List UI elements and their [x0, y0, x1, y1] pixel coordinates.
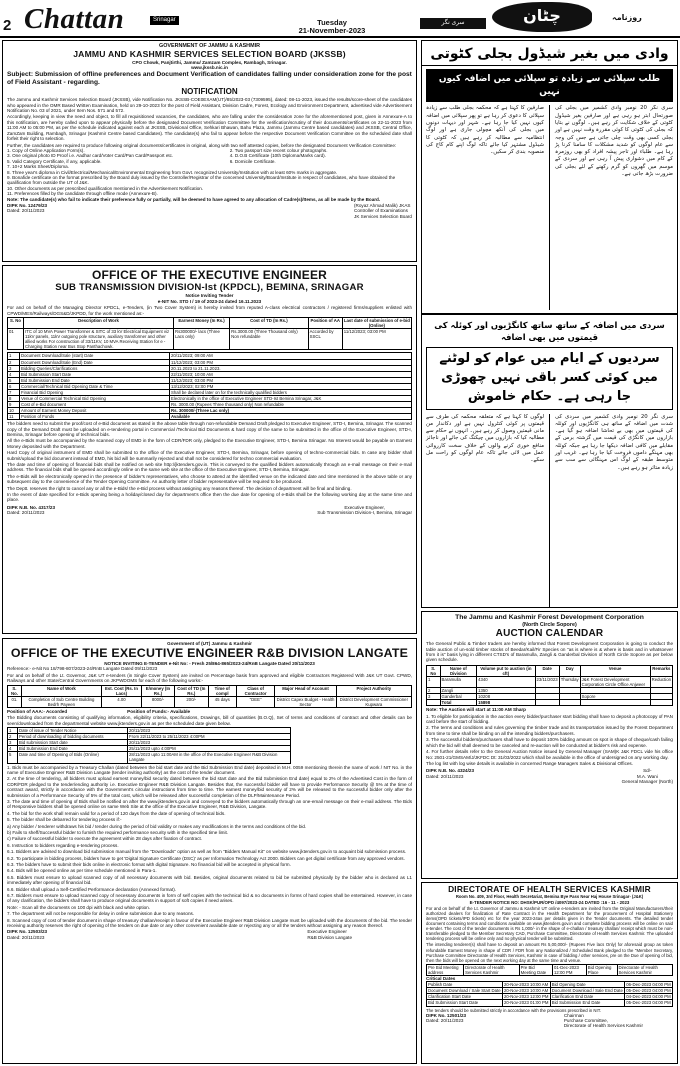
table-header-row: [8, 318, 412, 329]
table-cell: District Development Commissioner Kupwara: [336, 696, 411, 707]
dhsk-dipk-block: [426, 1013, 466, 1029]
kpdcl-term: The date and time of opening of financial bids shall be notified on web site http://jktenders.gov.in. This is conveyed to the qualified bidders automatically through an e-mail message on their e-mail address. The financial bids shall be opened accordingly online on the same web site at the office of the Executive Engineer, STD-I, Bemina, Srinagar.: [7, 462, 412, 473]
rb-clause: a) Any bidder / tenderer withdraws his bid / tender during the period of bid validity or makes any modifications in the terms and conditions of the bid.: [7, 823, 307, 829]
table-cell: 8000/-: [142, 696, 175, 707]
table-cell: 1: [8, 728, 18, 734]
rb-clause: 6. Instruction to bidders regarding e-tendering process.: [7, 842, 119, 848]
table-cell: Directorate of Health Services Kashmir: [464, 964, 519, 975]
rb-langate-notice: [2, 638, 417, 1064]
rb-dated: Dated: 20/11/2023: [7, 934, 45, 940]
table-header-cell: Cost of TD (In Rs.): [230, 318, 309, 329]
table-cell: 6: [8, 383, 20, 389]
rb-clause: 4. The bid for the work shall remain valid for a period of 120 days from the date of opening of technical bids.: [7, 810, 226, 816]
rb-intro: For and on behalf of the Lt. Governor, J&K UT e-tenders (in Single Cover System) are invited on Percentage basis from approved and eligible Contractors Registered With J&K UT Govt. CPWD, Railways and other State/Central Governments on JKPWDOMS for each of the following works:-: [7, 672, 412, 684]
table-cell: 3: [8, 740, 18, 746]
table-cell: Accorded by SSCL: [308, 329, 342, 350]
kpdcl-notice-label: Notice Inviting Tender: [185, 293, 234, 299]
table-cell: Date and time of Opening of Bids (Online): [18, 752, 128, 763]
kpdcl-dipk-block: [7, 505, 55, 516]
jkssb-signature: [354, 203, 412, 219]
table-row: [427, 964, 673, 975]
jkfdc-intro: The General Public & Timber traders are hereby informed that Forest Development Corporation is going to conduct the table auction of un-sold timber stocks of Beedar/Kail/Fir Species on "as is where is & where is basis and in whatsoever from it is" basis lying in different CTSD's of Baramulla, Zangli & Ganderbal Division of North Circle Sopore as per below given schedule.: [426, 641, 673, 663]
jkssb-govt: GOVERNMENT OF JAMMU & KASHMIR: [159, 43, 260, 49]
table-cell: 4: [8, 746, 18, 752]
table-cell: 05-Dec-2023 04:00 PM: [626, 1000, 671, 1006]
table-cell: Bid Submission End Date: [550, 1000, 625, 1006]
rb-dipk-block: [7, 929, 47, 940]
dhsk-dated: Dated: 20/11/2023: [426, 1017, 464, 1023]
rb-schedule-table: [7, 727, 291, 763]
rb-clause: 6.6. Bidder shall upload a Self-Certified Performance declaration (Annexed format).: [7, 886, 177, 892]
table-cell: 20-Nov-2023 01:00 PM: [504, 1000, 549, 1006]
table-cell: Completion of Sub Centre Building Bedrh Payeen: [21, 696, 101, 707]
rb-clause: 6.2. To participate in bidding process, bidders have to get 'Digital Signature Certificate (DSC)' as per Information Technology Act 2000. Bidders can get digital certificate from any approved vendors.: [7, 855, 405, 861]
table-cell: Total: [440, 700, 477, 706]
table-cell: 3: [8, 365, 20, 371]
table-cell: 5: [8, 752, 18, 763]
newspaper-logo: Chattan: [24, 3, 125, 35]
table-cell: Venue of Commercial Technical Bid Opening: [20, 395, 170, 401]
table-row: [427, 1000, 673, 1006]
table-header-cell: Description of Work: [24, 318, 174, 329]
table-header-cell: Est. Cost (Rs. In Lacs): [101, 685, 141, 696]
rb-title: OFFICE OF THE EXECUTIVE ENGINEER R&B DIVISION LANGATE: [10, 646, 409, 661]
rb-clause: b) Fails to sheff/Successful bidder to furnish the required performance security with in the specified time limit.: [7, 829, 229, 835]
table-cell: Amount of Earnest Money Deposit: [20, 408, 170, 414]
table-cell: Shall be declared later on for the technically qualified bidders: [170, 389, 412, 395]
table-cell: Bid Submission Start Date: [427, 1000, 503, 1006]
table-cell: 2: [427, 688, 441, 694]
table-cell: 20/11/2023: [128, 740, 291, 746]
kpdcl-term: Hard Copy of original instrument of EMD shall be submitted to the office of the Executive Engineer, STD-I, Bemina, Srinagar, before opening of techno-commercial bids. In case any bidder shall submit/upload the bid document instead of EMD, his bid will be summarily rejected and shall not be considered for techno commercial evaluation.: [7, 450, 412, 461]
urdu-story-1-col: صارفین کا کہنا ہے کہ محکمہ بجلی طلب سے زیادہ سپلائی کا دعوی کر رہا ہے تو پھر سپلائی میں اضافہ کیوں نہیں کیا جا رہا ہے۔ شہر اور دیہات دونوں میں بجلی کی آنکھ مچولی جاری ہے اور لوگ انتظامیہ سے مطالبہ کر رہے ہیں کہ کٹوتی کا شیڈول مشتہر کیا جائے تاکہ لوگ اپنے کام کاج کی منصوبہ بندی کر سکیں۔: [426, 105, 544, 156]
table-cell: Ganderbal: [440, 694, 477, 700]
table-cell: Baramulla: [440, 676, 477, 687]
urdu-story-1-col: سری نگر 20 نومبر وادی کشمیر میں بجلی کی صورتحال ابتر ہو رہی ہے اور صارفین بغیر شیڈول کٹوتی کے خلاف شکایت کر رہے ہیں۔ لوگوں نے بتایا کہ بجلی کی کٹوتی کا کوئی مقررہ وقت نہیں ہے اور بجلی کسی بھی وقت چلی جاتی ہے جس کی وجہ سے عام لوگوں کو شدید مشکلات کا سامنا کرنا پڑ رہا ہے۔ طلباء اور تاجر پیشہ افراد کو بھی روزمرہ کے کام میں دشواری پیش آ رہی ہے اور سردی کے موسم میں گھروں کو گرم رکھنے کے لئے بجلی کی ضرورت بڑھ جاتی ہے۔: [555, 105, 673, 178]
doc-item: 6. Domicile Certificate.: [229, 158, 276, 164]
kpdcl-footer: [7, 505, 412, 516]
urdu-story-1: [422, 105, 677, 310]
urdu-story-2: [422, 412, 677, 608]
dhsk-critical-head: Critical Dates: [426, 975, 456, 981]
rb-clause: 6.5. Bidders must ensure to upload scanned copy of all necessary documents with bid. Besides, original documents related to bid be submitted physically by the bidder who is declared as L1 immediately after opening of financial bid.: [7, 874, 412, 886]
urdu-banner: سری نگر: [420, 18, 486, 29]
table-cell: 45 days: [208, 696, 236, 707]
table-cell: Commercial/Technical Bid Opening Date & Time: [20, 383, 170, 389]
table-cell: 11/12/2023; 03:00 PM: [170, 377, 412, 383]
page-number: 2: [3, 17, 12, 34]
jkfdc-term: 4. For further details refer to the General Auction Notice issued by General Manager (SAM)K J&K FDCL vide his office No: 2501-21/GMSAM/J/JKFDC Dt: 31/03/2022 which shall be available in the office of undersigned on any working day.: [426, 749, 673, 760]
rb-clause: Note: - Scan all the documents on 100 dpi with black and white option.: [7, 904, 151, 910]
kpdcl-sign-title: Executive Engineer,: [344, 504, 385, 510]
table-cell: 13/12/2023; 02:00 PM: [170, 383, 412, 389]
rb-signature: [307, 929, 352, 940]
table-cell: Document Download / Sale End Date: [551, 988, 623, 994]
kpdcl-work-table: [7, 317, 412, 350]
table-cell: 15898: [477, 700, 535, 706]
table-row: [8, 752, 291, 763]
kpdcl-term: The e-Bids will be electronically opened in the presence of bidder's representatives, who choose to attend at the identified venue on the indicated date and time mentioned in the above table or any subsequent day to the convenience of the Tender Opening Committee. An authority letter of bidder representative will be required to be produced.: [7, 473, 412, 485]
table-cell: 20-Nov-2023 10:00 AM: [504, 988, 549, 994]
jkssb-notice: [2, 40, 417, 262]
table-cell: 25/11/2023 upto 4:00PM: [128, 746, 291, 752]
urdu-news-column: [421, 40, 678, 608]
jkfdc-auction-notice: [421, 611, 678, 879]
table-cell: 22/11/2023; 10:00 AM: [170, 371, 412, 377]
urdu-story-2-col: لوگوں کا کہنا ہے کہ متعلقہ محکمہ کی طرف سے قیمتوں پر کوئی کنٹرول نہیں ہے اور دکاندار من مانی قیمتیں وصول کر رہے ہیں۔ انہوں نے حکام سے مطالبہ کیا کہ بازاروں میں چیکنگ کی جائے اور ناجائز منافع خوری کرنے والوں کے خلاف سخت کارروائی عمل میں لائی جائے تاکہ عام لوگوں کو راحت مل سکے۔: [426, 413, 544, 464]
table-cell: 2: [8, 359, 20, 365]
table-header-cell: Position of AA: [308, 318, 342, 329]
dhsk-nit: E-TENDER NOTICE NO: DHSK/PUR/OPD /4097/2023-24 DATED :16 - 11 - 2023: [469, 899, 630, 905]
jkssb-item: 10. Other documents as per prescribed qualification mentioned in the Advertisement Notification.: [7, 185, 204, 191]
jkssb-dipk-block: [7, 203, 47, 219]
rb-info: The Bidding documents consisting of qualifying information, eligibility criteria, specifications, Drawings, bill of quantities (B.O.Q), Set of terms and conditions of contract and other details can be seen/downloaded from the departmental website www.jktenders.gov.in as per the scheduled date given below.: [7, 715, 412, 726]
dhsk-address: Room No. 409, 3rd Floor, Health Secretariat, Bemina Bye Pass Near Haj House Srinagar- (J&K): [455, 893, 644, 899]
jkssb-note: Note: The candidate(s) who fail to indicate their preference fully or partially, will be deemed to have agreed to any allocation of Cadre(s)/Items, as all be made by the Board.: [7, 196, 381, 202]
table-cell: Bid Submission End Date: [18, 746, 128, 752]
table-cell: Rs.3000.00 (Three Thousand only) Non refundable: [230, 329, 309, 350]
dhsk-sign-org: Directorate of Health Services Kashmir: [563, 1023, 643, 1029]
rb-clause: 2. At the time of tendering, all bidders must upload earnest money/bid security dated between the bid start date and the Bid Submission End date) equal to 2% of the Advertised Cost in the form of CDR/FDR pledged to the tender/ending authority i.e. Executive Engineer R&B Division Langate. Besides that, the successful bidder will have to provide Performance Security @ 5% at the time of contract award, strictly in accordance with the Government's circular instructions from time to time. The earnest money/bid security of 2% will be released to the successful bidder only after the submission of a Performance Security of 5% of the total cost, which will be released after successful completion of the DLP/Maintenance Period.: [7, 776, 412, 798]
table-cell: 01.: [8, 696, 22, 707]
table-cell: Position of Funds: [20, 414, 170, 420]
jkssb-doc-list: [7, 148, 412, 170]
kpdcl-title-2: SUB TRANSMISSION DIVISION-Ist (KPDCL), BEMINA, SRINAGAR: [55, 282, 364, 294]
jkfdc-term: 2. The terms and conditions and rules governing the timber trade and its transportation issued by the Forest Department from time to time shall be binding on all the intending bidders/purchasers.: [426, 725, 673, 736]
dhsk-tender-notice: [421, 882, 678, 1064]
brand-subtitle: Srinagar: [150, 16, 179, 25]
table-cell: Bid Opening Place: [586, 964, 617, 975]
table-cell: Document Download/Sale (End) Date: [20, 359, 170, 365]
rb-govt: Government of (UT) Jammu & Kashmir: [167, 641, 252, 646]
jkfdc-title: The Jammu and Kashmir Forest Development Corporation: [455, 614, 644, 621]
table-cell: 1350: [477, 688, 535, 694]
rb-clause: c) Failure of successful bidder to execute the agreement within 28 days after fixation of contract.: [7, 836, 203, 842]
table-cell: 4340: [477, 676, 535, 687]
urdu-headline-2: سردی میں اضافہ کے ساتھ ساتھ کانگڑیوں اور کوئلہ کی قیمتوں میں بھی اضافہ: [434, 320, 665, 342]
table-cell: Clarification End Date: [550, 994, 625, 1000]
table-cell: 4.00: [101, 696, 141, 707]
column-divider: [549, 414, 550, 608]
jkssb-dated: Dated: 20/11/2023: [7, 208, 45, 214]
jkssb-docs-left: [7, 148, 230, 170]
table-header-cell: Remarks: [650, 665, 672, 676]
rb-clause: 1. Bids must be accompanied by a Treasury Challan (dated between the bid start date and the Bid Submission End date) deposited in M.H. 0059 mentioning therein the name of work / NIT No. in the name of Executive Engineer R&B Division Langate (tender inviting authority) as the cost of the tender document.: [7, 764, 412, 775]
table-cell: Directorate of Health Services Kashmir: [617, 964, 673, 975]
jkfdc-dipk-block: [426, 768, 474, 784]
dateline-date: 21-November-2023: [298, 26, 366, 36]
table-cell: Bidding Queries/Clarifications: [20, 365, 170, 371]
jkssb-subject: Subject: Submission of offline preferences and Document Verification of candidates falling under consideration zone for the post of Field Assistant - regarding.: [7, 71, 412, 86]
table-row: [8, 329, 412, 350]
rb-clauses: [7, 765, 412, 929]
jkssb-heading: NOTIFICATION: [181, 86, 238, 96]
table-header-cell: Major Head of Account: [275, 685, 336, 696]
table-cell: Pre Bid Meeting Date: [519, 964, 552, 975]
table-cell: Sopore: [580, 694, 650, 700]
table-cell: Publish Date: [427, 982, 503, 988]
table-cell: 1: [8, 353, 20, 359]
jkssb-body-2: Accordingly, keeping in view the need and object, to fill all requisitioned vacancies, the candidates, who are falling under the consideration zone for the aforementioned post, given in Annexure-A to this notification, are hereby called upon to appear physically before the designated Document Verification Committee for the verification/scrutiny of their documents/certificates on 22-11-2023 from 11:00 AM to 05:00 PM, as per the schedule indicated against each at JKSSB, Divisional Office, Sehkari Bhawan, Bahu Plaza, Jammu (Jammu Centre based candidates) and JKSSB, Central Office, ZamZam Building, Rambagh, Srinagar (Kashmir Centre based Candidates). The candidate(s) who fail to appear before the respective Document Verification Committee on the scheduled date shall forfeit their right to selection.: [7, 114, 412, 142]
jkfdc-footer: [426, 768, 673, 784]
table-header-cell: Name of Work: [21, 685, 101, 696]
rb-funds: Position of Funds:- Available: [127, 708, 191, 714]
doc-item: 7. 10+2 Marks Sheet/Diploma.: [7, 164, 69, 170]
jkssb-item: 9. Bonafide certificate on the format prescribed by the Board duly issued by the Controller/Registrar of the concerned University/Board/Institute in respect of candidates, who have obtained the qualification from outside the UT of J&K.: [7, 174, 396, 186]
kpdcl-intro: For and on behalf of the Managing Director KPDCL, e-Tenders, (in Two Cover System) is hereby invited from reputed A-class electrical contractors / registered firms/suppliers enlisted with CPWD/MES/Railways/DGS&D/JKPDD, for the work mentioned as:-: [7, 305, 412, 316]
rb-work-table: [7, 685, 412, 708]
jkfdc-dated: Dated: 20/11/2023: [426, 773, 464, 779]
kpdcl-term: In the event of date specified for e-Bids opening being a holiday/closed day for department's office then the due date for opening of e-Bids shall be the following working day at the same time and place.: [7, 492, 412, 503]
doc-item: 3. One original photo ID Proof i.e. Aadhar card/Voter Card/Pan Card/Passport etc.: [7, 153, 174, 159]
dhsk-prebid-table: [426, 964, 673, 976]
rb-sign-org: R&B Division Langate: [307, 934, 352, 940]
table-cell: 11/12/2023; 03:00 PM: [170, 359, 412, 365]
jkfdc-term: 3. The successful bidders/purchasers shall have to deposit 100% bidding amount on spot in shape of cheque/cash failing which the bid will shall deemed to be canceled and re-auction will be conducted at bidder's risk and expense.: [426, 737, 673, 748]
table-cell: Bid Submission Start Date: [20, 371, 170, 377]
table-cell: Document Download/Sale (start) Date: [20, 353, 170, 359]
dhsk-critical-table: [426, 981, 673, 1006]
jkssb-body-3: Further, the candidates are required to produce following original documents/certificates in original, along with two self attested copies, before the designated Document Verification Committee:: [7, 142, 397, 148]
table-cell: Clarification Start Date: [427, 994, 503, 1000]
jkssb-sign-name: (Royaz Ahmad Malik) JKAS: [354, 202, 411, 208]
table-header-row: [8, 685, 412, 696]
rb-clause: 3. The date and time of opening of Bids shall be notified on after the www.jktenders.gov.in and conveyed to the bidders automatically through an one-email message on their e-mail address. The Bids of Responsive bidders shall be opened online on same Web Site at the office of the Executive Engineer, R&B Division, Langate.: [7, 798, 412, 810]
jkfdc-sign-title: M.A. Wani: [636, 773, 658, 779]
table-header-cell: Time of compl: [208, 685, 236, 696]
rb-clause: 6.1. Bidders are advised to download bid submission manual from the "Downloads" option as well as from "Bidders Manual Kit" on website www.jktenders.gov.in to acquaint bid submission process.: [7, 849, 407, 855]
table-cell: Rs. 3000.00 (Rupees Three thousand only) Non refundable: [170, 401, 412, 407]
jkssb-address: CPO Chowk, Panjtirthi, Jammu/ Zamzam Complex, Rambagh, Srinagar.: [132, 59, 287, 65]
table-cell: 01-Dec-2023 12:00 PM: [553, 964, 587, 975]
jkfdc-time: Note: The Auction will start at 11:00 AM Sharp: [426, 707, 526, 713]
table-header-cell: Name of Division: [440, 665, 477, 676]
rb-clause: 7. The department will not be responsible for delay in online submission due to any reasons.: [7, 911, 195, 917]
dhsk-dipk: DIPK No. 12501/23: [426, 1012, 467, 1018]
rb-clause: 6.4. Bids will be opened online as per time schedule mentioned in Para-1.: [7, 868, 157, 874]
rb-dipk: DIPK No. 12503/23: [7, 929, 48, 935]
table-cell: Zangli: [440, 688, 477, 694]
jkfdc-auction-table: [426, 665, 673, 706]
table-cell: 04-Dec-2023 04:00 PM: [626, 994, 671, 1000]
jkfdc-sign-name: Sd/-: [643, 768, 652, 774]
kpdcl-schedule-table: [7, 352, 412, 420]
jkfdc-term: 1. To eligible for participation in the auction every bidder/purchaser start bidding shall have to deposit a photocopy of PAN card before the start of bidding.: [426, 713, 673, 725]
jkssb-website: www.jkssb.nic.in: [191, 64, 228, 70]
urdu-strap-2: سردیوں کے ایام میں عوام کو لوٹنے میں کوئی کسر باقی نہیں چھوڑی جا رہی ہے۔ حکام خاموش: [426, 347, 673, 410]
rb-positions: [7, 709, 412, 714]
dhsk-closing: The tenders should be submitted strictly in accordance with the provisions prescribed in NIT.: [426, 1007, 602, 1013]
table-cell: "DEE": [236, 696, 275, 707]
jkfdc-sign-org: General Manager (North): [621, 779, 673, 785]
table-header-cell: S. No: [427, 665, 441, 676]
dateline-day: Tuesday: [317, 18, 347, 27]
urdu-logo: چٹان: [492, 2, 592, 32]
doc-item: 1. Copy of Online Application Form(s).: [7, 147, 85, 153]
rb-clause: 6.7. Bidders must ensure to upload scanned copy of necessary documents in form of self copies with the technical bid & no documents in forms of hard copies shall be entertained. However, in case of any clarification, the bidders shall have to produce original documents in support of soft copies if need arises.: [7, 893, 412, 904]
table-cell: 23/11/2023: [535, 676, 559, 687]
table-cell: 05-Dec-2023 04:00 PM: [626, 988, 671, 994]
doc-item: 4. D.O.B Certificate (10th Diploma/Marks card).: [229, 153, 326, 159]
kpdcl-dipk: DIPK N.B. No. 4317/23: [7, 504, 55, 510]
table-header-row: [427, 665, 673, 676]
table-cell: 4: [8, 371, 20, 377]
table-cell: Financial Bid Opening: [20, 389, 170, 395]
table-cell: Bid Submission End Date: [20, 377, 170, 383]
table-cell: Document Download / Sale Start Date: [428, 988, 501, 994]
dateline: [262, 19, 402, 36]
table-cell: ITC of 10 MVA Power Transformer & SITC of 33 kV Electrical Equipment viz 11kV panels, 11kV outgoing pole structure, auxiliary transformer and other allied works For construction of 33/11KV, 10 MVA Receiving Station for e -Charging Station near Bus Stop Panthachowk.: [24, 329, 174, 350]
table-cell: 20.11.2023 to 21.11.2023.: [170, 365, 412, 371]
jkssb-sign-title: Controller of Examinations: [354, 208, 408, 214]
table-header-cell: Cost of TD (In Rs.): [174, 685, 208, 696]
table-header-cell: Last date of submission of e-bid (Online): [343, 318, 410, 329]
table-row: [427, 676, 673, 687]
table-cell: 20-Nov-2023 10:00 AM: [504, 982, 549, 988]
dhsk-footer: [426, 1013, 673, 1029]
table-cell: Period of downloading of bidding documents: [18, 734, 128, 740]
kpdcl-nit: e-NIT No. STD I / 19 of 2023-24 dated 16.11.2023: [157, 298, 262, 304]
table-cell: 5: [8, 377, 20, 383]
table-cell: Bid Opening Date: [550, 982, 625, 988]
dhsk-title: DIRECTORATE OF HEALTH SERVICES KASHMIR: [448, 884, 651, 894]
jkssb-docs-right: [230, 148, 412, 170]
kpdcl-term: The Deptt. reserves the right to cancel any or all the e-Bids/ the e-Bid process without assigning any reasons thereof. The decision of department will be final and binding.: [7, 485, 352, 491]
rb-aaa: Position of AAA:- Accorded: [7, 708, 68, 714]
dhsk-body-1: For and on behalf of the Lt. Governor of Jammu & Kashmir UT online e-tenders are invited from the Original Manufacturers/their authorized dealers for finalization of Rate Contract in the Health Department for the procurement of Hospital Stationery items(OPD tickets/IPD tickets) etc for the year 2023-24as per details given in the Tender documents. The detailed tender document containing terms and conditions available on www.jktenders.gov.in and complete bidding process will be online on said e-tender. The cost of the tender documents is Rs 1,000/- in the shape of e-challan / treasury challan/ receipt which must be non-transferable pledged to the Member Secretary CAD, Purchase Committee, Directorate of Health Services Kashmir. The uploaded tendering process will be online only and no physical tender will be submitted.: [426, 906, 673, 942]
rb-reference: Reference:- e-Nit No 18/798-807/2023-24/RnB Langate Dated 09/11/2023: [7, 666, 158, 672]
table-cell: [650, 700, 672, 706]
rb-notice: NOTICE INVITING E-TENDER e-Nit No: - Fresh 25/864-865/2023-24/RnB Langate Dated 20/11/2023: [104, 661, 315, 667]
table-cell: 20/11/2023; 09:00 AM: [170, 353, 412, 359]
urdu-strap-1: طلب سپلائی سے زیادہ تو سپلائی میں اضافہ کیوں نہیں: [426, 69, 673, 102]
table-cell: 11/12/2023; 03:00 PM: [342, 329, 411, 350]
table-header-cell: Volume put to auction (in cft): [477, 665, 535, 676]
table-header-cell: Class of Contractor: [236, 685, 275, 696]
table-cell: 8: [8, 395, 20, 401]
table-cell: 01: [8, 329, 24, 350]
table-cell: From 22/11/2023 to 25/11/2023 4:00PM: [128, 734, 291, 740]
table-header-cell: Project Authority: [336, 685, 411, 696]
kpdcl-sign-org: Sub Transmission Division-I, Bemina, Srinagar: [317, 510, 412, 516]
table-header-cell: Venue: [580, 665, 650, 676]
table-header-cell: S. No: [8, 318, 24, 329]
masthead-rule: [0, 36, 680, 38]
table-cell: [559, 700, 580, 706]
masthead: [0, 0, 680, 36]
urdu-tagline: روزنامہ: [612, 13, 642, 22]
dhsk-sign-name: Chairman: [563, 1012, 584, 1018]
table-cell: District Capex Budget - Health Sector: [276, 696, 335, 707]
table-cell: 11: [8, 414, 20, 420]
table-header-cell: S. No.: [8, 685, 22, 696]
rb-clause: 5. The bidder shall be debarred for tendering process if:-: [7, 817, 122, 823]
table-cell: 06-Dec-2023 04:00 PM: [626, 982, 671, 988]
jkssb-body-1: The Jammu and Kashmir Services Selection Board (JKSSB), vide Notification No. JKSSB-COE0EXAM(UT)/85/2023-03 (7309595), dated: 08-11-2023, issued the results/score-sheet of the candidates who appeared in the OMR Based Written Examination, held on 29-10-2023 for the post of Field Assistant, Division Cadre, Forest, Ecology and Environment Department, advertised vide Advertisement Notification No. 03 of 2021, under Item Nos. 571 and 572.: [7, 97, 412, 114]
doc-item: 5. Valid Category Certificate, if any, applicable.: [7, 158, 102, 164]
jkfdc-heading: AUCTION CALENDAR: [495, 628, 604, 640]
kpdcl-dated: Dated: 20/11/2023: [7, 510, 45, 516]
dhsk-body-2: The intending tenderer(s) shall have to deposit an amount Rs 5,00,000/- (Rupees Five lacs Only) for aforesaid group as token refundable Earnest Money in shape of CDR / FDR from any Nationalized / Scheduled Bank pledged to the "Member Secretary, Purchase Committee Directorate of Health Services, Kashmir in case of bidding / other services, pre on the Due of opening of bid, then the bids will be opened on the next working day at the same time and venue.: [426, 942, 673, 963]
table-cell: 9: [8, 401, 20, 407]
column-divider: [549, 105, 550, 310]
kpdcl-notice: [2, 265, 417, 634]
table-cell: Date of issue of Tender Notice: [18, 728, 128, 734]
table-header-cell: Date: [535, 665, 559, 676]
table-cell: 1: [427, 676, 441, 687]
jkssb-footer: [7, 203, 412, 219]
table-cell: [427, 700, 441, 706]
kpdcl-term: The bidders need to submit the proof/cost of e-Bid document as stated in the above table through non-refundable Demand Draft pledged to Executive Engineer, STD-I, Bemina, Srinagar. The scanned copy of the Demand Draft must be uploaded on e-tendering portal in Commercial /Technical Bid Documents & hard copy of the same to be submitted in the office of the Executive Engineer, STD-I, Bemina, Srinagar before opening of technical bids.: [7, 421, 412, 437]
story-divider: [422, 313, 677, 315]
table-cell: 28/11/2023 upto 11:00AM in the office of the Executive Engineer R&B Division Langate: [128, 752, 291, 763]
table-cell: J&K Forest Development Corporation Circle Office Anjweer: [580, 676, 650, 687]
table-cell: 3: [427, 694, 441, 700]
urdu-story-2-col: سری نگر 20 نومبر وادی کشمیر میں سردی کی شدت میں اضافہ کے ساتھ ہی کانگڑیوں اور کوئلہ کی قیمتوں میں بھی بے تحاشا اضافہ ہو گیا ہے۔ بازاروں میں کانگڑی کی قیمت میں گزشتہ برس کے مقابلے میں کافی اضافہ دیکھا جا رہا ہے جبکہ کوئلہ بھی مہنگے داموں فروخت کیا جا رہا ہے۔ غریب اور متوسط طبقہ کے لوگ اس مہنگائی سے سب سے زیادہ متاثر ہو رہے ہیں۔: [555, 413, 673, 471]
jkfdc-signature: [622, 768, 673, 784]
jkssb-item: 8. Three year's diploma in Civil/Electrical/Mechanical/Environmental Engineering from Govt. recognized University/Institution with at least 60% marks in aggregate.: [7, 169, 338, 175]
table-row: [427, 700, 673, 706]
kpdcl-signature: [317, 505, 412, 516]
table-cell: Thursday: [559, 676, 580, 687]
table-cell: 20-Nov-2023 12:00 PM: [504, 994, 549, 1000]
jkfdc-subtitle: (North Circle Sopore): [522, 622, 577, 629]
table-cell: Electronically in the office of Executive Engineer STD-Ist Bemina Srinagar, J&K: [170, 395, 412, 401]
table-row: [8, 696, 412, 707]
table-cell: 200/-: [174, 696, 208, 707]
table-cell: 7: [8, 389, 20, 395]
table-cell: Cost of e-Bid document: [20, 401, 170, 407]
rb-sign-title: Executive Engineer: [307, 929, 347, 935]
table-cell: Available: [170, 414, 412, 420]
table-cell: 10: [8, 408, 20, 414]
jkssb-title: JAMMU AND KASHMIR SERVICES SELECTION BOARD (JKSSB): [73, 49, 346, 60]
jkssb-dipk: DIPK No. 12479/23: [7, 202, 48, 208]
table-cell: [535, 700, 559, 706]
table-cell: Reduction: [650, 676, 672, 687]
dhsk-sign-title: Purchase Committee,: [563, 1017, 609, 1023]
table-cell: Rs300000/- lacs (Three Lacs only): [174, 329, 230, 350]
table-cell: Rs. 300000/-(Three Lac only): [170, 408, 412, 414]
table-header-cell: E/money (In Rs.): [142, 685, 175, 696]
table-cell: [580, 700, 650, 706]
doc-item: 2. Two passport size recent colour photographs.: [229, 147, 328, 153]
table-header-cell: Earnest Money (In Rs.): [174, 318, 230, 329]
jkfdc-term: The log list with log wise details is available in concerned Range Managers Sales & Divisional Offices.: [426, 760, 633, 766]
jkssb-sign-org: JK Services Selection Board: [354, 213, 412, 219]
dhsk-signature: [564, 1013, 643, 1029]
table-header-cell: Day: [559, 665, 580, 676]
urdu-headline-1: وادی میں بغیر شیڈول بجلی کٹوتی: [422, 41, 677, 66]
table-cell: 20/11/2023: [128, 728, 291, 734]
table-cell: Pre Bid Meeting address: [427, 964, 464, 975]
jkfdc-dipk: DIPK N.B. No. 4324/23: [426, 768, 474, 774]
table-cell: 10208: [477, 694, 535, 700]
rb-footer: [7, 929, 412, 940]
rb-clause: 6.3. The bidders have to submit their bids online in electronic format with digital Signature. No financial bid will be accepted in physical form.: [7, 862, 291, 867]
rb-clause: 8. Scanned copy of cost of tender document in shape of treasury challan/receipt in favour of the Executive Engineer R&B Division Langate must be uploaded with the documents of the bid. The tender receiving authority reserves the right of opening of the tenders on due date or any other convenient available date or rejecting any or all the tenders without assigning any reason thereof.: [7, 917, 412, 929]
kpdcl-title-1: OFFICE OF THE EXECUTIVE ENGINEER: [91, 268, 328, 282]
kpdcl-term: All the e-Bids must be accompanied by the scanned copy of EMD in the form of CDR/FDR only, pledged to the Executive Engineer, STD-I, Bemina Srinagar. No Interest would be payable on Earnest Money deposited with the Department.: [7, 438, 412, 449]
jkssb-item: 11. Preferences filled by the candidate through offline mode (Annexure-B).: [7, 191, 158, 197]
table-cell: Bid submission Start date: [18, 740, 128, 746]
table-row: [8, 414, 412, 420]
table-cell: 2: [8, 734, 18, 740]
